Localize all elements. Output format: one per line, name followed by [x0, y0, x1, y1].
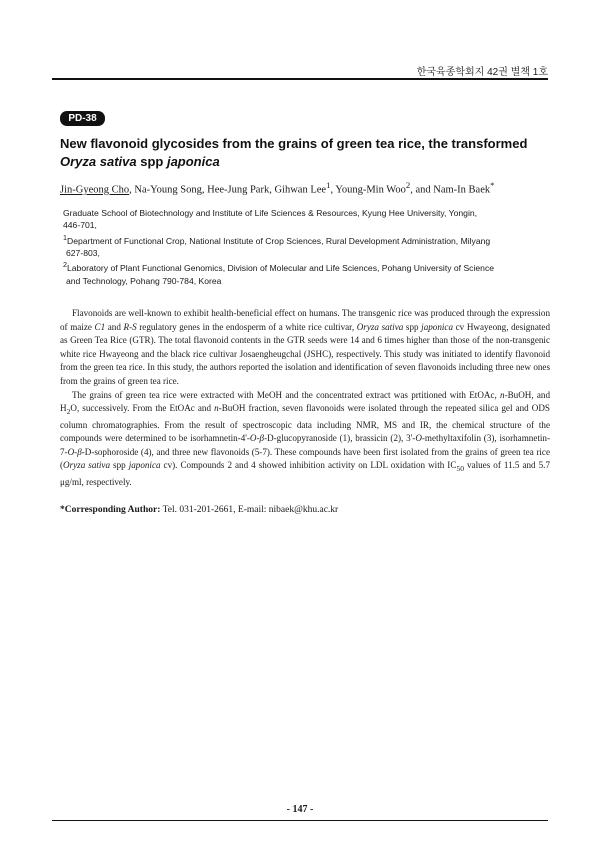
affiliation-1: $^1$Department of Functional Crop, National Institute of Crop Sciences, Rural Development Administration, Milyang 627-803, — [63, 233, 491, 259]
corresponding-author: *Corresponding Author: Tel. 031-201-2661, E-mail: nibaek@khu.ac.kr — [60, 505, 339, 515]
header-rule — [52, 78, 548, 80]
abstract-paragraph-1: Flavonoids are well-known to exhibit health-beneficial effect on humans. The transgenic rice was produced through the expression of maize C1 and R-S regulatory genes in the endosperm of a white rice cultivar, Oryza sativa spp japonica cv Hwayeong, designated as Green Tea Rice (GTR). The total flavonoid contents in the GTR seeds were 14 and 6 times higher than those of the non-transgenic white rice Hwayeong and the black rice cultivar Josaengheugchal (JSHC), respectively. This study was initiated to identify flavonoid from the green tea rice. In this study, the authors reported the isolation and identification of seven flavonoids including three new ones from the grains of green tea rice. — [60, 308, 550, 386]
journal-header: 한국육종학회지 42권 별책 1호 — [416, 67, 548, 78]
affiliation-2: $^2$Laboratory of Plant Functional Genomics, Division of Molecular and Life Sciences, Pohang University of Science and Technology, Pohang 790-784, Korea — [63, 261, 495, 286]
first-author: Jin-Gyeong Cho — [60, 184, 130, 196]
abstract-body — [60, 307, 550, 489]
affiliations — [60, 207, 550, 287]
author-list: Jin-Gyeong Cho, Na-Young Song, Hee-Jung Park, Gihwan Lee$^1$, Young-Min Woo$^2$, and Nam-In Baek* — [60, 180, 495, 196]
footer-rule — [52, 820, 548, 821]
paper-title: New flavonoid glycosides from the grains of green tea rice, the transformed Oryza sativa spp japonica — [60, 136, 528, 169]
abstract-id-badge: PD-38 — [60, 111, 105, 126]
page-number: - 147 - — [286, 804, 314, 815]
abstract-paragraph-2: The grains of green tea rice were extracted with MeOH and the concentrated extract was prtitioned with EtOAc, n-BuOH, and $H_2O$, successively. From the EtOAc and n-BuOH fraction, seven flavonoids were isolated through the repeated silica gel and ODS column chromatographies. From the result of spectroscopic data including NMR, MS and IR, the chemical structure of the compounds were determined to be isorhamnetin-4'-O-β-D-glucopyranoside (1), brassicin (2), 3'-O-methyltaxifolin (3), isorhamnetin-7-O-β-D-sophoroside (4), and three new flavonoids (5-7). These compounds have been first isolated from the grains of green tea rice (Oryza sativa spp japonica cv). Compounds 2 and 4 showed inhibition activity on LDL oxidation with $IC_{50}$ values of 11.5 and 5.7 μg/ml, respectively. — [60, 389, 551, 487]
affiliation-0: Graduate School of Biotechnology and Institute of Life Sciences & Resources, Kyung Hee University, Yongin, 446-701, — [63, 208, 478, 231]
